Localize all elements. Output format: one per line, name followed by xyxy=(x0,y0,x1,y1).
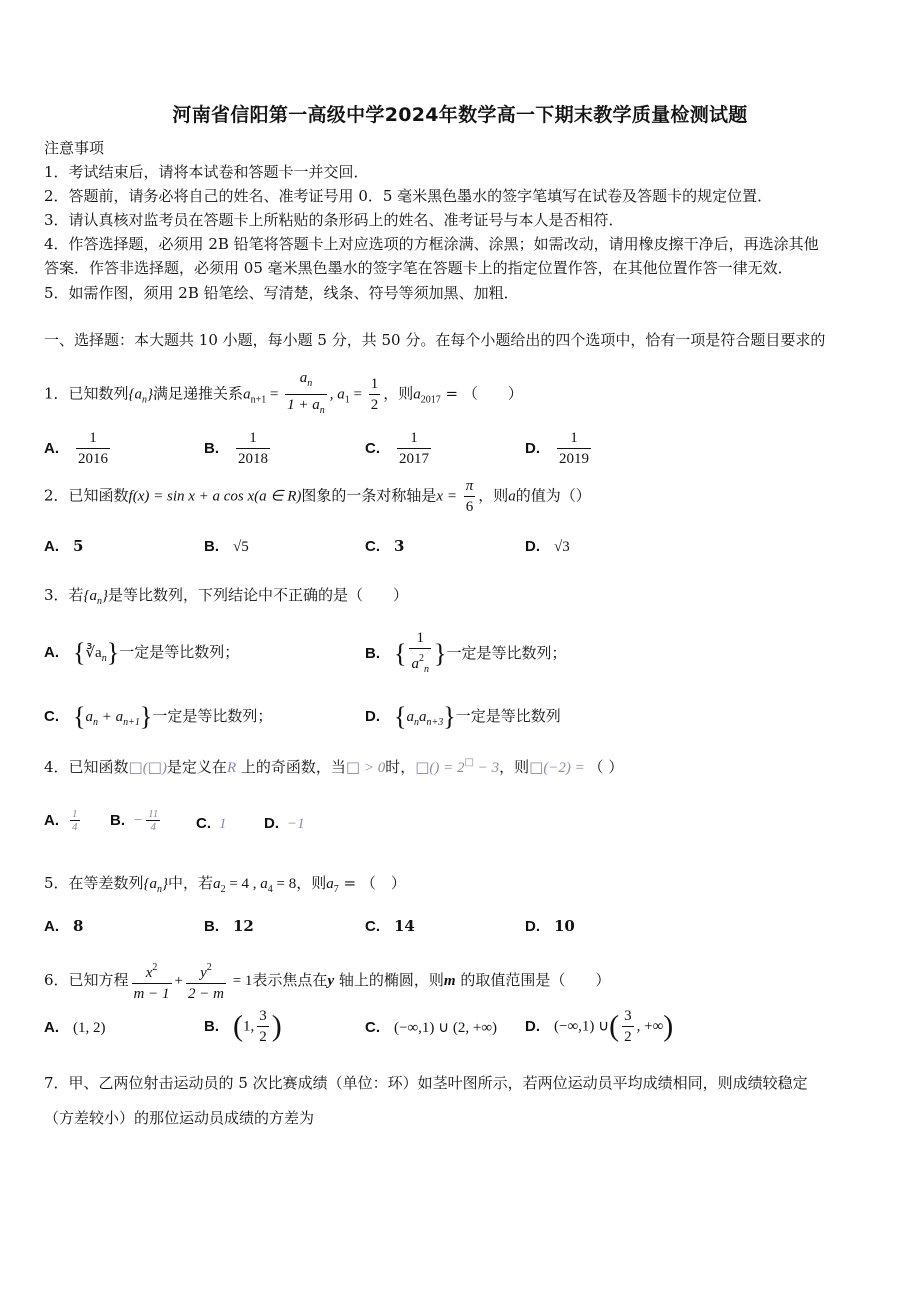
question-1: 1．已知数列$\{a_n\}$满足递推关系$a_{n+1}$ = $\frac{a_n}{1 + a_n}$ , $a_1$ = $\frac{1}{2}$ ，则$a_{2017}$ = （ ） xyxy=(44,368,523,421)
q6-option-d[interactable]: D. (−∞,1) ∪( $\frac{3}{2}$ , +∞) xyxy=(525,1008,674,1045)
q5-option-c[interactable]: C. 14 xyxy=(365,917,415,935)
q4-option-b[interactable]: B. − $\frac{11}{4}$ xyxy=(110,808,159,833)
q6-option-a[interactable]: A. (1, 2) xyxy=(44,1019,106,1036)
q1-option-b[interactable]: B. $\frac{1}{2018}$ xyxy=(204,430,268,467)
notice-item-1: 1．考试结束后，请将本试卷和答题卡一并交回． xyxy=(44,163,369,181)
q3-option-b[interactable]: B. { $\frac{1}{a^2_n}$ }一定是等比数列； xyxy=(365,630,567,675)
q3-option-c[interactable]: C. $\{a_n + a_{n+1}\}$一定是等比数列； xyxy=(44,702,273,731)
q1-option-d[interactable]: D. $\frac{1}{2019}$ xyxy=(525,430,589,467)
q2-option-d[interactable]: D. √3 xyxy=(525,538,570,555)
q5-option-a[interactable]: A. 8 xyxy=(44,917,84,935)
notice-item-4: 4．作答选择题，必须用 2B 铅笔将答题卡上对应选项的方框涂满、涂黑；如需改动，请用橡皮擦干净后，再选涂其他 xyxy=(44,235,819,253)
pi-over-6: $\frac{\pi}{6}$ xyxy=(465,478,474,515)
q2-option-a[interactable]: A. 5 xyxy=(44,537,84,555)
q1-option-c[interactable]: C. $\frac{1}{2017}$ xyxy=(365,430,429,467)
page-title: 河南省信阳第一高级中学2024年数学高一下期末教学质量检测试题 xyxy=(172,104,748,126)
notice-item-5: 5．如需作图，须用 2B 铅笔绘、写清楚，线条、符号等须加黑、加粗． xyxy=(44,284,519,302)
q2-option-b[interactable]: B. √5 xyxy=(204,538,249,555)
question-7-cont: （方差较小）的那位运动员成绩的方差为 xyxy=(44,1109,315,1127)
q6-option-c[interactable]: C. (−∞,1) ∪ (2, +∞) xyxy=(365,1019,498,1036)
question-5: 5．在等差数列$\{a_n\}$中，若$a_2 = 4$ , $a_4 = 8$，则$a_7$ = （ ） xyxy=(44,874,406,895)
notice-item-3: 3．请认真核对监考员在答题卡上所粘贴的条形码上的姓名、准考证号与本人是否相符． xyxy=(44,211,624,229)
notice-heading: 注意事项 xyxy=(44,139,105,157)
q1-option-a[interactable]: A. $\frac{1}{2016}$ xyxy=(44,430,108,467)
recurrence-fraction: $\frac{a_n}{1 + a_n}$ xyxy=(287,370,325,416)
q4-option-c[interactable]: C. 1 xyxy=(196,815,227,832)
q5-option-b[interactable]: B. 12 xyxy=(204,917,254,935)
notice-item-2: 2．答题前，请务必将自己的姓名、准考证号用 0．5 毫米黑色墨水的签字笔填写在试卷及答题卡的规定位置． xyxy=(44,187,773,205)
q3-option-a[interactable]: A. $\{∛a_n\}$一定是等比数列； xyxy=(44,638,240,667)
question-4: 4．已知函数□(□)是定义在R 上的奇函数，当□ > 0时，□() = 2□ − 3，则□(−2) = （ ） xyxy=(44,757,624,776)
section-heading: 一、选择题：本大题共 10 小题，每小题 5 分，共 50 分。在每个小题给出的四个选项中，恰有一项是符合题目要求的 xyxy=(44,331,826,349)
q4-option-a[interactable]: A. $\frac{1}{4}$ xyxy=(44,808,78,833)
q2-option-c[interactable]: C. 3 xyxy=(365,537,405,555)
q6-option-b[interactable]: B. (1, $\frac{3}{2}$ ) xyxy=(204,1008,282,1045)
q4-option-d[interactable]: D. −1 xyxy=(264,815,305,832)
question-6: 6．已知方程 $\frac{x^2}{m - 1}$ + $\frac{y^2}{2 - m}$ = 1表示焦点在y 轴上的椭圆，则m 的取值范围是（ ） xyxy=(44,958,610,1004)
q3-option-d[interactable]: D. $\{a_na_{n+3}\}$一定是等比数列 xyxy=(365,702,561,731)
q5-option-d[interactable]: D. 10 xyxy=(525,917,575,935)
x-term-fraction: $\frac{x^2}{m - 1}$ xyxy=(132,958,172,1004)
question-7: 7．甲、乙两位射击运动员的 5 次比赛成绩（单位：环）如茎叶图所示，若两位运动员平均成绩相同，则成绩较稳定 xyxy=(44,1074,808,1092)
question-3: 3．若$\{a_n\}$是等比数列，下列结论中不正确的是（ ） xyxy=(44,586,409,607)
notice-item-4-cont: 答案．作答非选择题，必须用 05 毫米黑色墨水的签字笔在答题卡上的指定位置作答，在其他位置作答一律无效． xyxy=(44,259,793,277)
y-term-fraction: $\frac{y^2}{2 - m}$ xyxy=(186,958,226,1004)
question-2: 2．已知函数f(x) = sin x + a cos x(a ∈ R)图象的一条对称轴是x = $\frac{\pi}{6}$ ，则a的值为（） xyxy=(44,478,591,515)
half-fraction: $\frac{1}{2}$ xyxy=(370,376,379,413)
